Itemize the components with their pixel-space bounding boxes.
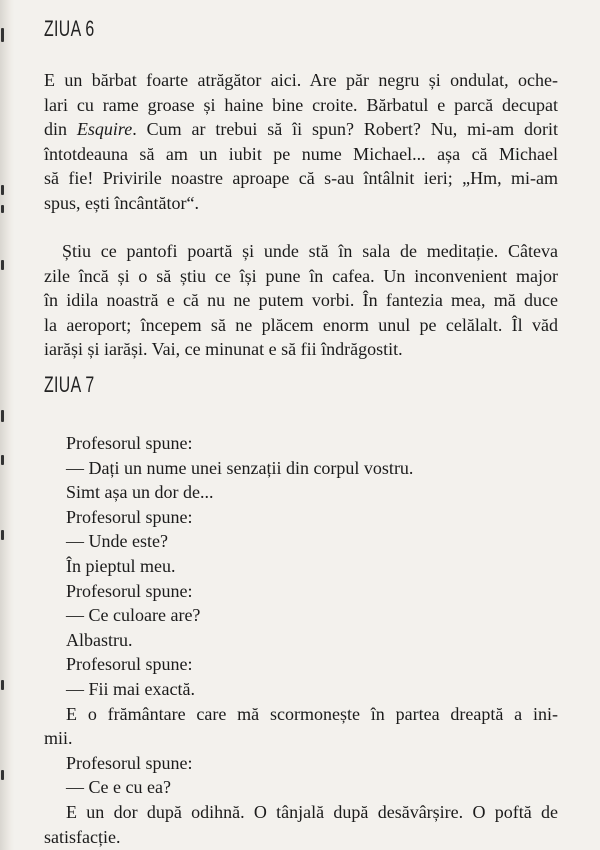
text-fragment: . Cum ar trebui să îi spun? Robert? Nu, mi-am dorit (132, 119, 558, 139)
magazine-title: Esquire (76, 119, 133, 139)
dialogue-line: Profesorul spune: (66, 654, 193, 675)
dialogue-line: — Dați un nume unei senzații din corpul vostru. (66, 457, 414, 478)
bleed-mark (1, 185, 4, 195)
dialogue-line: — Fii mai exactă. (66, 678, 195, 699)
bleed-mark (1, 205, 4, 213)
dialogue-line: Simt așa un dor de... (66, 482, 214, 503)
dialogue-line: — Unde este? (66, 531, 168, 552)
section-heading-day-7: ZIUA 7 (44, 372, 95, 397)
dialogue-day-7 (44, 431, 558, 849)
text-line: la aeroport; începem să ne plăcem enorm unul pe celălalt. Îl văd (44, 314, 558, 335)
text-line: iarăși și iarăși. Vai, ce minunat e să fii îndrăgostit. (44, 339, 403, 359)
text-line: să fie! Privirile noastre aproape că s-au întâlnit ieri; „Hm, mi-am (44, 168, 558, 188)
bleed-mark (1, 260, 4, 270)
paragraph-day-6-second (44, 239, 558, 362)
bleed-mark (1, 530, 4, 540)
dialogue-line: E o frământare care mă scormonește în partea dreaptă a ini- (66, 703, 558, 724)
bleed-mark (1, 770, 4, 780)
text-line: E un bărbat foarte atrăgător aici. Are păr negru și ondulat, oche- (44, 70, 558, 90)
dialogue-line: — Ce culoare are? (66, 605, 201, 626)
text-line: lari cu rame groase și haine bine croite. Bărbatul e parcă decupat (44, 94, 558, 115)
paragraph-day-6-first (44, 68, 558, 215)
text-fragment: din (44, 119, 77, 139)
text-line: Știu ce pantofi poartă și unde stă în sala de meditație. Câteva (62, 241, 558, 261)
dialogue-line: satisfacție. (44, 826, 121, 847)
text-line: în idila noastră e că nu ne putem vorbi. În fantezia mea, mă duce (44, 290, 558, 310)
bleed-mark (1, 455, 4, 465)
dialogue-line: Profesorul spune: (66, 752, 193, 773)
text-line: zile încă și o să știu ce își pune în cafea. Un inconvenient major (44, 265, 558, 286)
dialogue-line: Profesorul spune: (66, 580, 193, 601)
dialogue-line: — Ce e cu ea? (66, 777, 171, 798)
bleed-mark (1, 28, 4, 42)
bleed-mark (1, 410, 4, 422)
text-line: întotdeauna să am un iubit pe nume Michael... așa că Michael (44, 143, 558, 164)
bleed-mark (1, 680, 4, 690)
section-heading-day-6: ZIUA 6 (44, 16, 95, 41)
page-gutter-shadow (0, 0, 14, 850)
dialogue-line: Profesorul spune: (66, 433, 193, 453)
dialogue-line: mii. (44, 728, 73, 749)
dialogue-line: În pieptul meu. (66, 555, 176, 576)
dialogue-line: Albastru. (66, 629, 133, 650)
dialogue-line: Profesorul spune: (66, 506, 193, 527)
text-line (44, 117, 558, 142)
text-line: spus, ești încântător“. (44, 192, 199, 213)
dialogue-line: E un dor după odihnă. O tânjală după desăvârșire. O poftă de (66, 801, 558, 822)
